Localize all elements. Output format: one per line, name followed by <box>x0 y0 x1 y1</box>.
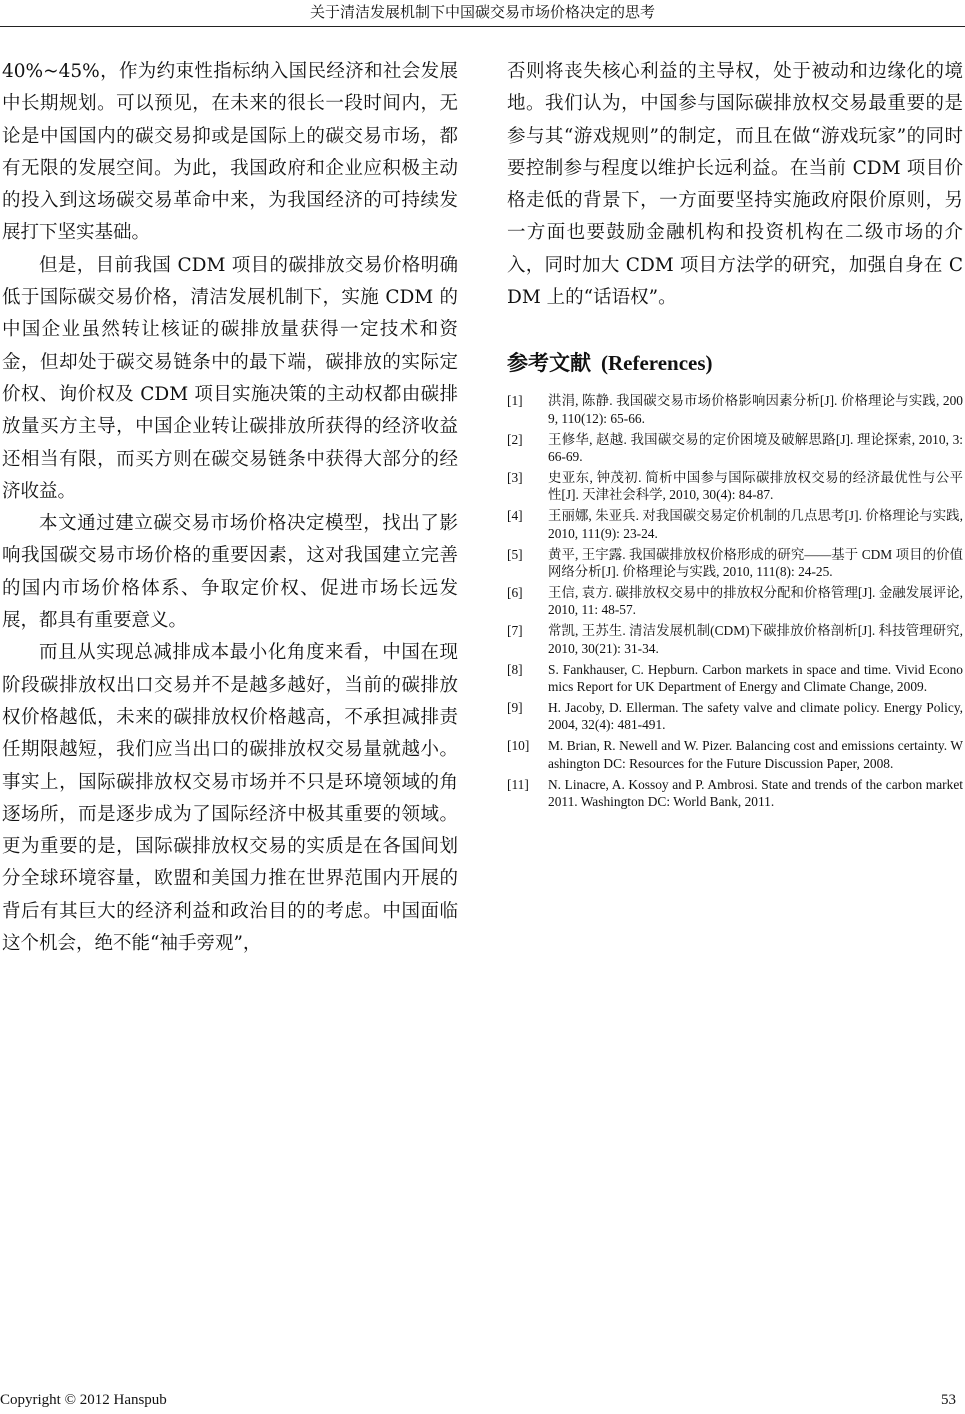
reference-item <box>507 584 963 619</box>
reference-text: M. Brian, R. Newell and W. Pizer. Balancing cost and emissions certainty. Washington DC: Resources for the Future Discussion Paper, 2008. <box>548 738 963 771</box>
reference-item <box>507 661 963 696</box>
reference-text: 王信, 袁方. 碳排放权交易中的排放权分配和价格管理[J]. 金融发展评论, 2010, 11: 48-57. <box>548 584 963 618</box>
references-heading-en: (References) <box>601 351 713 376</box>
reference-text: 洪涓, 陈静. 我国碳交易市场价格影响因素分析[J]. 价格理论与实践, 2009, 110(12): 65-66. <box>548 393 963 426</box>
reference-item <box>507 469 963 504</box>
reference-text: 史亚东, 钟茂初. 简析中国参与国际碳排放权交易的经济最优性与公平性[J]. 天津社会科学, 2010, 30(4): 84-87. <box>548 470 963 503</box>
footer-copyright: Copyright © 2012 Hanspub <box>0 1392 167 1408</box>
reference-number: [9] <box>507 699 523 715</box>
reference-text: N. Linacre, A. Kossoy and P. Ambrosi. State and trends of the carbon market 2011. Washington DC: World Bank, 2011. <box>548 776 963 809</box>
reference-item <box>507 699 963 734</box>
right-column <box>507 56 963 814</box>
left-column <box>2 56 458 960</box>
reference-text: H. Jacoby, D. Ellerman. The safety valve and climate policy. Energy Policy, 2004, 32(4): 481-491. <box>548 699 963 733</box>
reference-item <box>507 622 963 657</box>
reference-item <box>507 776 963 811</box>
body-paragraph: 但是，目前我国 CDM 项目的碳排放交易价格明确低于国际碳交易价格，清洁发展机制下，实施 CDM 的中国企业虽然转让核证的碳排放量获得一定技术和资金，但却处于碳交易链条中的最下端，碳排放的实际定价权、询价权及 CDM 项目实施决策的主动权都由碳排放量买方主导，中国企业转让碳排放所获得的经济收益还相当有限，而买方则在碳交易链条中获得大部分的经济收益。 <box>2 254 458 502</box>
body-paragraph: 40%~45%，作为约束性指标纳入国民经济和社会发展中长期规划。可以预见，在未来的很长一段时间内，无论是中国国内的碳交易抑或是国际上的碳交易市场，都有无限的发展空间。为此，我国政府和企业应积极主动的投入到这场碳交易革命中来，为我国经济的可持续发展打下坚实基础。 <box>2 61 458 244</box>
reference-item <box>507 507 963 542</box>
reference-text: S. Fankhauser, C. Hepburn. Carbon markets in space and time. Vivid Economics Report for UK Department of Energy and Climate Change, 2009. <box>548 661 963 694</box>
reference-number: [1] <box>507 393 523 409</box>
reference-text: 王丽娜, 朱亚兵. 对我国碳交易定价机制的几点思考[J]. 价格理论与实践, 2010, 111(9): 23-24. <box>548 508 963 541</box>
reference-item <box>507 546 963 581</box>
references-list <box>507 392 963 810</box>
reference-text: 常凯, 王苏生. 清洁发展机制(CDM)下碳排放价格剖析[J]. 科技管理研究, 2010, 30(21): 31-34. <box>548 623 963 656</box>
reference-item <box>507 431 963 466</box>
reference-number: [6] <box>507 584 523 600</box>
reference-number: [3] <box>507 470 523 485</box>
references-heading-cn: 参考文献 <box>507 350 591 376</box>
reference-text: 王修华, 赵越. 我国碳交易的定价困境及破解思路[J]. 理论探索, 2010, 3: 66-69. <box>548 431 963 465</box>
reference-number: [4] <box>507 508 523 524</box>
reference-text: 黄平, 王宇露. 我国碳排放权价格形成的研究——基于 CDM 项目的价值网络分析[J]. 价格理论与实践, 2010, 111(8): 24-25. <box>548 546 963 580</box>
reference-number: [5] <box>507 546 523 562</box>
references-heading <box>507 348 963 378</box>
reference-number: [8] <box>507 661 523 677</box>
body-paragraph: 而且从实现总减排成本最小化角度来看，中国在现阶段碳排放权出口交易并不是越多越好，当前的碳排放权价格越低，未来的碳排放权价格越高，不承担减排责任期限越短，我们应当出口的碳排放权交易量就越小。事实上，国际碳排放权交易市场并不只是环境领域的角逐场所，而是逐步成为了国际经济中极其重要的领域。更为重要的是，国际碳排放权交易的实质是在各国间划分全球环境容量，欧盟和美国力推在世界范围内开展的背后有其巨大的经济利益和政治目的的考虑。中国面临这个机会，绝不能“袖手旁观”， <box>2 642 458 955</box>
body-paragraph: 否则将丧失核心利益的主导权，处于被动和边缘化的境地。我们认为，中国参与国际碳排放权交易最重要的是参与其“游戏规则”的制定，而且在做“游戏玩家”的同时要控制参与程度以维护长远利益。在当前 CDM 项目价格走低的背景下，一方面要坚持实施政府限价原则，另一方面也要鼓励金融机构和投资机构在二级市场的介入，同时加大 CDM 项目方法学的研究，加强自身在 CDM 上的“话语权”。 <box>507 61 963 309</box>
reference-number: [2] <box>507 431 523 447</box>
reference-number: [10] <box>507 738 530 754</box>
reference-item <box>507 737 963 772</box>
reference-item <box>507 392 963 427</box>
body-paragraph: 本文通过建立碳交易市场价格决定模型，找出了影响我国碳交易市场价格的重要因素，这对我国建立完善的国内市场价格体系、争取定价权、促进市场长远发展，都具有重要意义。 <box>2 513 458 632</box>
reference-number: [11] <box>507 776 529 792</box>
reference-number: [7] <box>507 623 523 639</box>
footer-page-number: 53 <box>941 1392 956 1408</box>
running-header: 关于清洁发展机制下中国碳交易市场价格决定的思考 <box>0 0 965 27</box>
